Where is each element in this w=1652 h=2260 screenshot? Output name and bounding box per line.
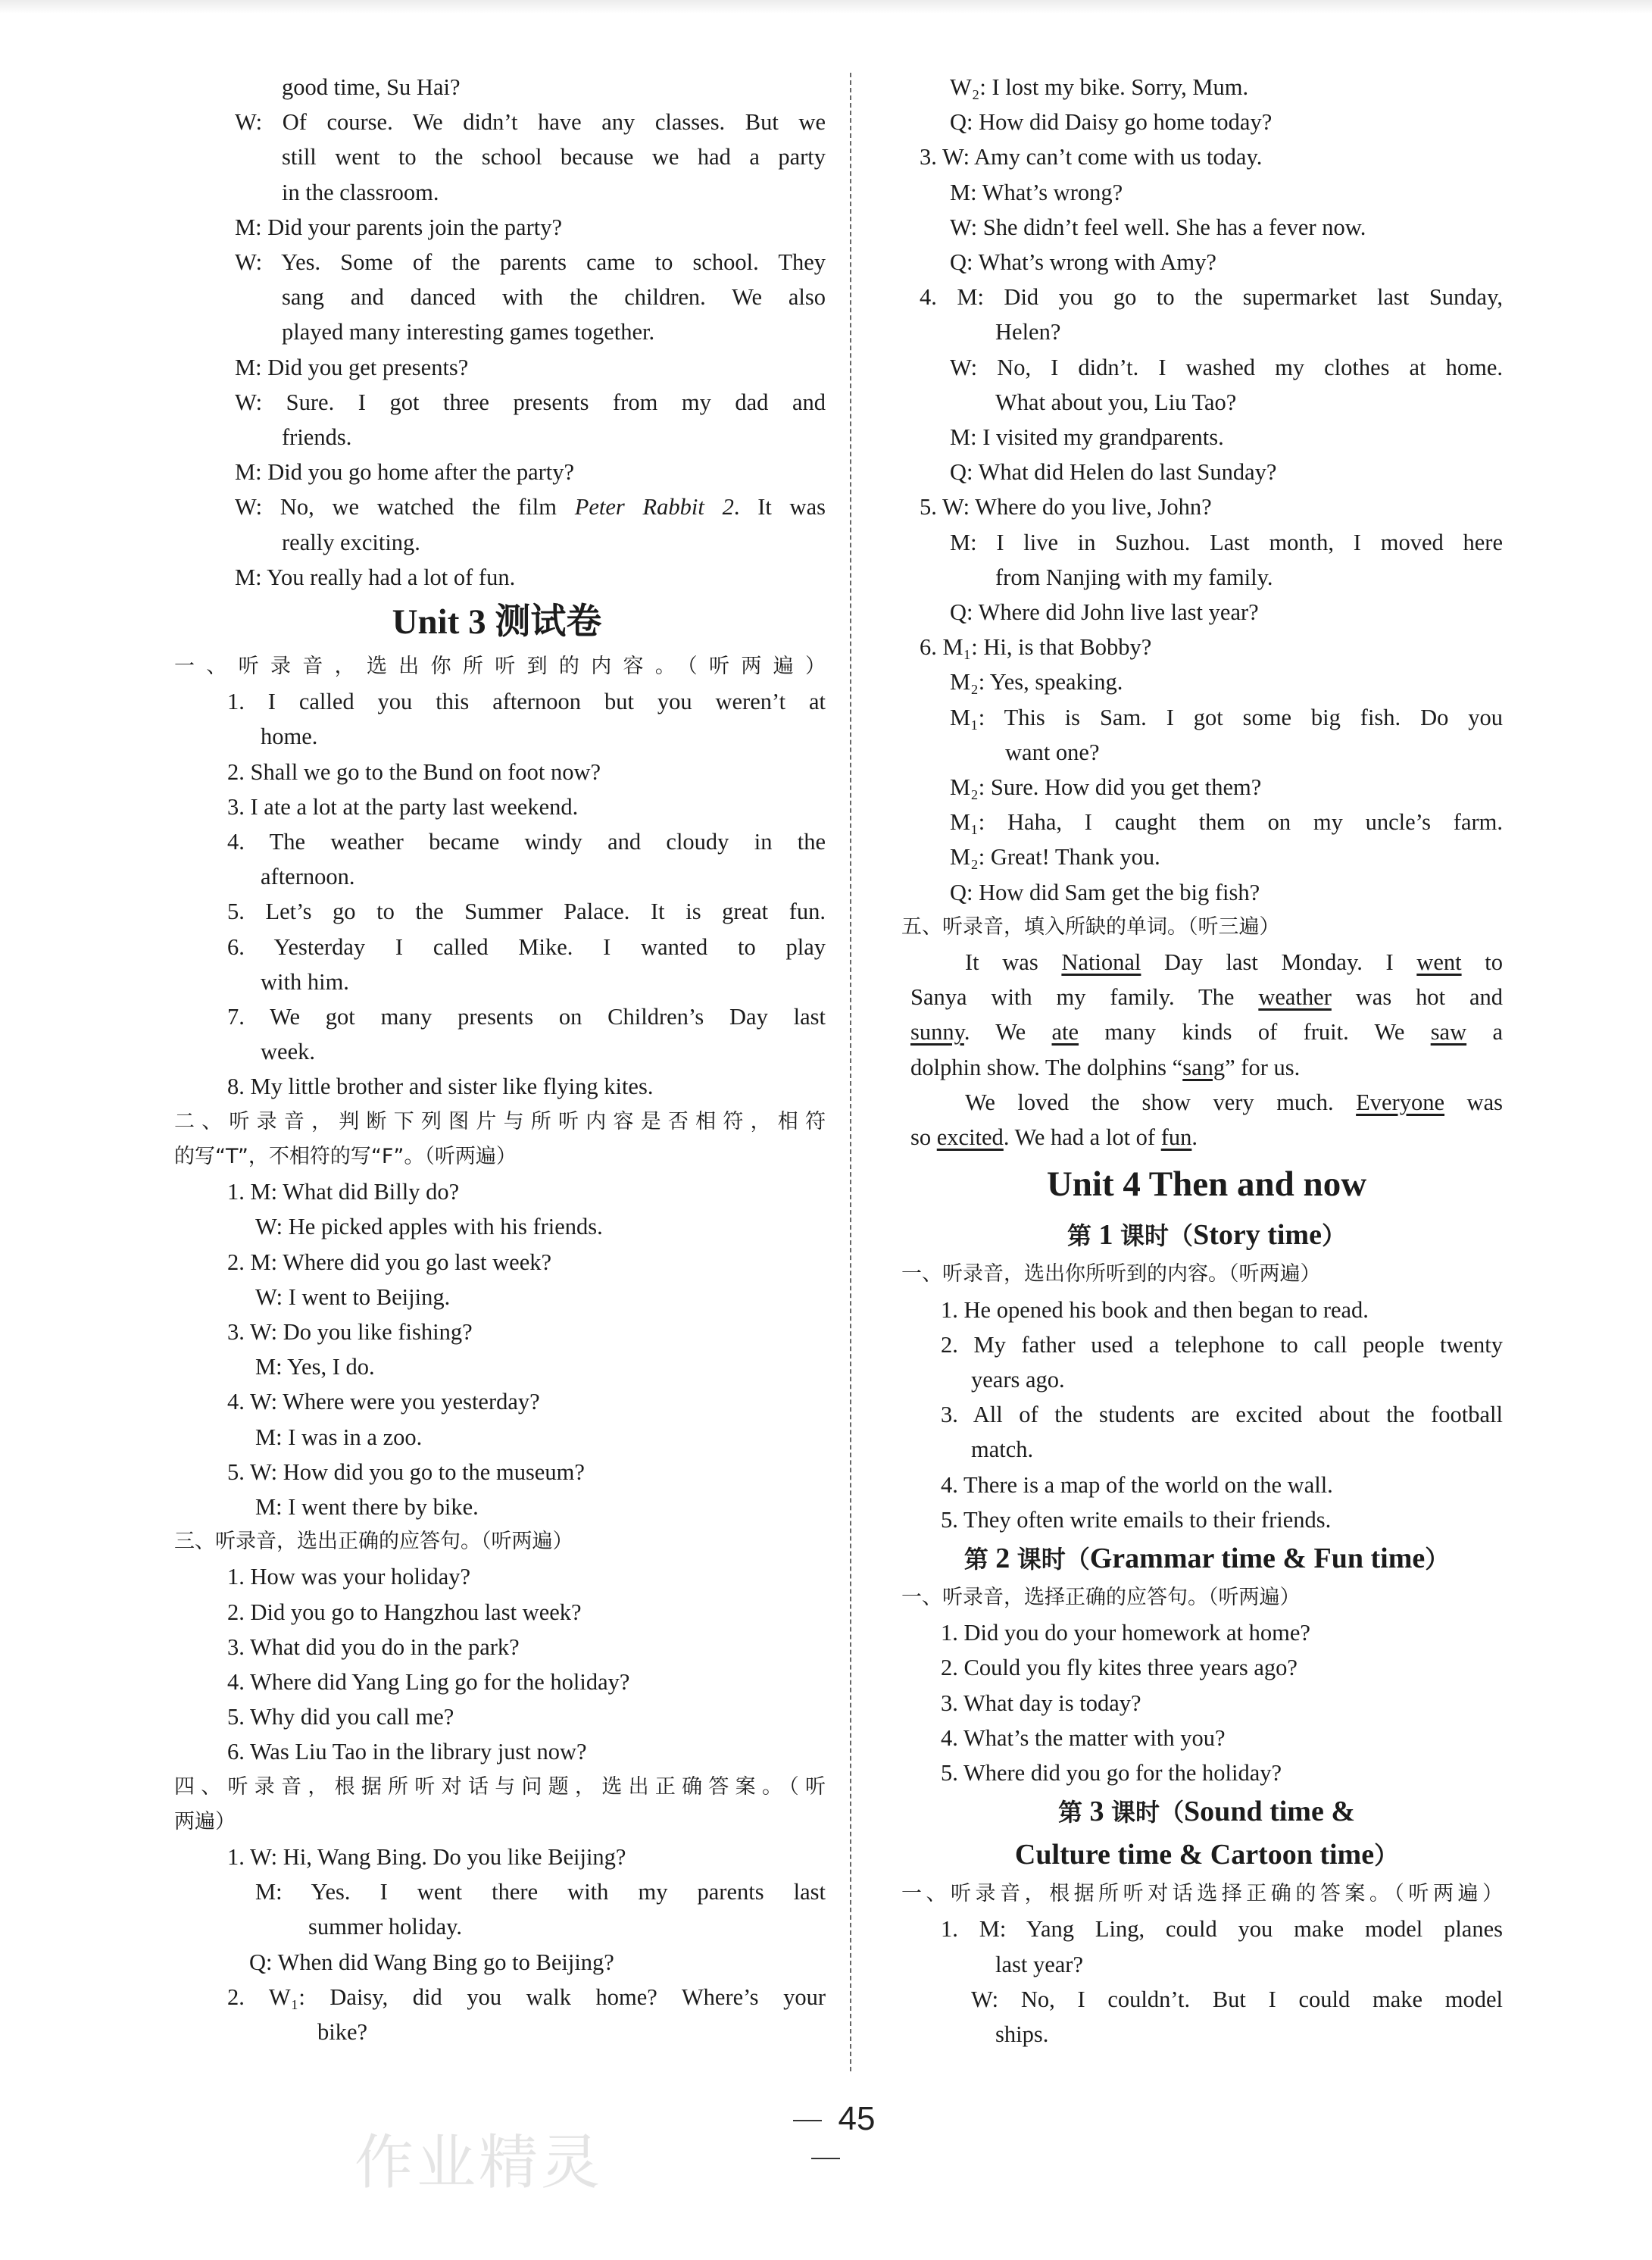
page-top-shadow [0,0,1652,14]
text-line: M: Did you go home after the party? [235,459,575,486]
text-line: Q: Where did John live last year? [950,599,1259,626]
text-line: 2. Shall we go to the Bund on foot now? [227,758,601,785]
text-line: Q: What’s wrong with Amy? [950,249,1216,276]
text-line: W: No, we watched the film Peter Rabbit 2. It was [235,494,826,520]
text-line: so excited. We had a lot of fun. [910,1124,1198,1151]
question-heading: 五、听录音，填入所缺的单词。（听三遍） [901,914,1280,939]
text-line: M: Did you get presents? [235,354,469,380]
text-line: dolphin show. The dolphins “sang” for us. [910,1054,1301,1080]
text-line: We loved the show very much. Everyone was [965,1089,1503,1115]
text-line: 2. M: Where did you go last week? [227,1249,552,1275]
text-line: Q: What did Helen do last Sunday? [950,459,1277,486]
text-line: M: Yes, I do. [255,1354,375,1380]
text-line: M: I was in a zoo. [255,1424,423,1450]
text-line: 3. What day is today? [941,1690,1141,1716]
text-line: want one? [1005,739,1100,765]
text-line: 5. They often write emails to their friends. [941,1506,1332,1533]
text-line: W₂: I lost my bike. Sorry, Mum. [950,74,1249,100]
question-heading: 四、听录音，根据所听对话与问题，选出正确答案。（听 [174,1774,826,1799]
text-line: M₁: This is Sam. I got some big fish. Do you [950,704,1503,730]
text-line: M₁: Haha, I caught them on my uncle’s farm. [950,809,1503,836]
text-line: M: I visited my grandparents. [950,424,1224,451]
text-line: 2. Could you fly kites three years ago? [941,1655,1298,1681]
text-line: Q: How did Sam get the big fish? [950,879,1260,905]
text-line: 5. W: How did you go to the museum? [227,1458,585,1485]
text-line: M: Yes. I went there with my parents last [255,1879,826,1905]
text-line: M: Did your parents join the party? [235,214,562,240]
section-title: Unit 3 测试卷 [392,601,602,643]
text-line: home. [261,724,318,750]
text-line: 4. W: Where were you yesterday? [227,1389,540,1415]
text-line: afternoon. [261,864,355,890]
text-line: 1. M: Yang Ling, could you make model planes [941,1916,1503,1943]
text-line: M₂: Yes, speaking. [950,669,1123,696]
text-line: 1. W: Hi, Wang Bing. Do you like Beijing? [227,1843,626,1870]
text-line: week. [261,1039,315,1065]
text-line: 6. M₁: Hi, is that Bobby? [920,634,1152,661]
text-line: 1. Did you do your homework at home? [941,1620,1310,1646]
text-line: M: You really had a lot of fun. [235,564,516,590]
text-line: 4. What’s the matter with you? [941,1724,1226,1751]
text-line: 5. W: Where do you live, John? [920,494,1212,520]
text-line: 1. M: What did Billy do? [227,1179,460,1205]
column-divider [850,73,851,2071]
text-line: M₂: Sure. How did you get them? [950,774,1262,801]
text-line: Q: How did Daisy go home today? [950,109,1273,136]
text-line: in the classroom. [282,179,439,205]
text-line: 3. W: Do you like fishing? [227,1318,473,1345]
text-line: 4. Where did Yang Ling go for the holiday? [227,1668,630,1695]
section-title: 第 3 课时（Sound time & [1058,1796,1355,1828]
text-line: 1. How was your holiday? [227,1564,471,1590]
text-line: 4. M: Did you go to the supermarket last Sunday, [920,284,1503,311]
text-line: 2. My father used a telephone to call people twenty [941,1331,1503,1358]
page-number: 45 [761,2100,890,2176]
text-line: It was National Day last Monday. I went to [965,949,1503,976]
text-line: ships. [995,2021,1049,2047]
text-line: M₂: Great! Thank you. [950,844,1160,871]
text-line: years ago. [971,1366,1065,1393]
text-line: with him. [261,968,349,995]
text-line: 7. We got many presents on Children’s Day last [227,1004,826,1030]
text-line: friends. [282,424,352,451]
question-heading: 二、听录音，判断下列图片与所听内容是否相符，相符 [174,1109,826,1133]
text-line: 3. I ate a lot at the party last weekend. [227,793,579,820]
text-line: bike? [317,2018,368,2045]
watermark: 作业精灵 [354,2129,604,2197]
text-line: 5. Why did you call me? [227,1704,454,1730]
text-line: still went to the school because we had a party [282,144,826,170]
text-line: Sanya with my family. The weather was hot and [910,984,1503,1011]
question-heading: 一、听录音，选择正确的应答句。（听两遍） [901,1585,1301,1609]
question-heading: 一、听录音，选出你所听到的内容。（听两遍） [901,1262,1321,1286]
text-line: match. [971,1436,1034,1463]
text-line: 6. Was Liu Tao in the library just now? [227,1739,587,1765]
section-title: 第 2 课时（Grammar time & Fun time） [963,1542,1450,1574]
question-heading: 两遍） [174,1809,236,1833]
text-line: M: What’s wrong? [950,179,1123,205]
text-line: from Nanjing with my family. [995,564,1273,590]
text-line: M: I went there by bike. [255,1493,479,1520]
text-line: sang and danced with the children. We also [282,284,826,311]
text-line: W: I went to Beijing. [255,1283,451,1310]
text-line: 3. All of the students are excited about the football [941,1402,1503,1428]
text-line: 1. I called you this afternoon but you weren’t at [227,689,826,715]
text-line: good time, Su Hai? [282,74,461,100]
text-line: 3. W: Amy can’t come with us today. [920,144,1263,170]
text-line: last year? [995,1951,1083,1977]
question-heading: 一、听录音，选出你所听到的内容。（听两遍） [174,655,826,679]
text-line: sunny. We ate many kinds of fruit. We saw a [910,1019,1503,1046]
section-title: Culture time & Cartoon time） [1014,1839,1399,1871]
text-line: W: Yes. Some of the parents came to school. They [235,249,826,276]
text-line: Helen? [995,319,1061,345]
text-line: 2. W₁: Daisy, did you walk home? Where’s your [227,1983,826,2010]
text-line: What about you, Liu Tao? [995,389,1237,415]
text-line: 3. What did you do in the park? [227,1633,520,1660]
text-line: Q: When did Wang Bing go to Beijing? [249,1949,614,1975]
text-line: W: No, I didn’t. I washed my clothes at home. [950,354,1503,380]
text-line: summer holiday. [308,1914,463,1940]
text-line: W: He picked apples with his friends. [255,1214,603,1240]
text-line: W: Sure. I got three presents from my dad and [235,389,826,415]
text-line: 2. Did you go to Hangzhou last week? [227,1599,582,1625]
text-line: W: Of course. We didn’t have any classes. But we [235,109,826,136]
text-line: 1. He opened his book and then began to read. [941,1296,1369,1323]
text-line: played many interesting games together. [282,319,655,345]
text-line: 4. There is a map of the world on the wall. [941,1471,1333,1498]
left-column [168,70,826,2049]
question-heading: 三、听录音，选出正确的应答句。（听两遍） [174,1530,573,1554]
text-line: 4. The weather became windy and cloudy in the [227,829,826,855]
right-column [901,70,1503,2052]
question-heading: 的写“T”，不相符的写“F”。（听两遍） [174,1144,517,1168]
text-line: 8. My little brother and sister like flying kites. [227,1074,654,1100]
text-line: W: She didn’t feel well. She has a fever now. [950,214,1366,240]
text-line: 5. Let’s go to the Summer Palace. It is great fun. [227,899,826,925]
text-line: M: I live in Suzhou. Last month, I moved here [950,529,1503,555]
text-line: really exciting. [282,529,420,555]
question-heading: 一、听录音，根据所听对话选择正确的答案。（听两遍） [901,1882,1503,1906]
text-line: 5. Where did you go for the holiday? [941,1759,1282,1786]
text-line: 6. Yesterday I called Mike. I wanted to play [227,933,826,960]
section-title: Unit 4 Then and now [1046,1164,1367,1205]
section-title: 第 1 课时（Story time） [1067,1219,1346,1252]
text-line: W: No, I couldn’t. But I could make model [971,1986,1503,2012]
